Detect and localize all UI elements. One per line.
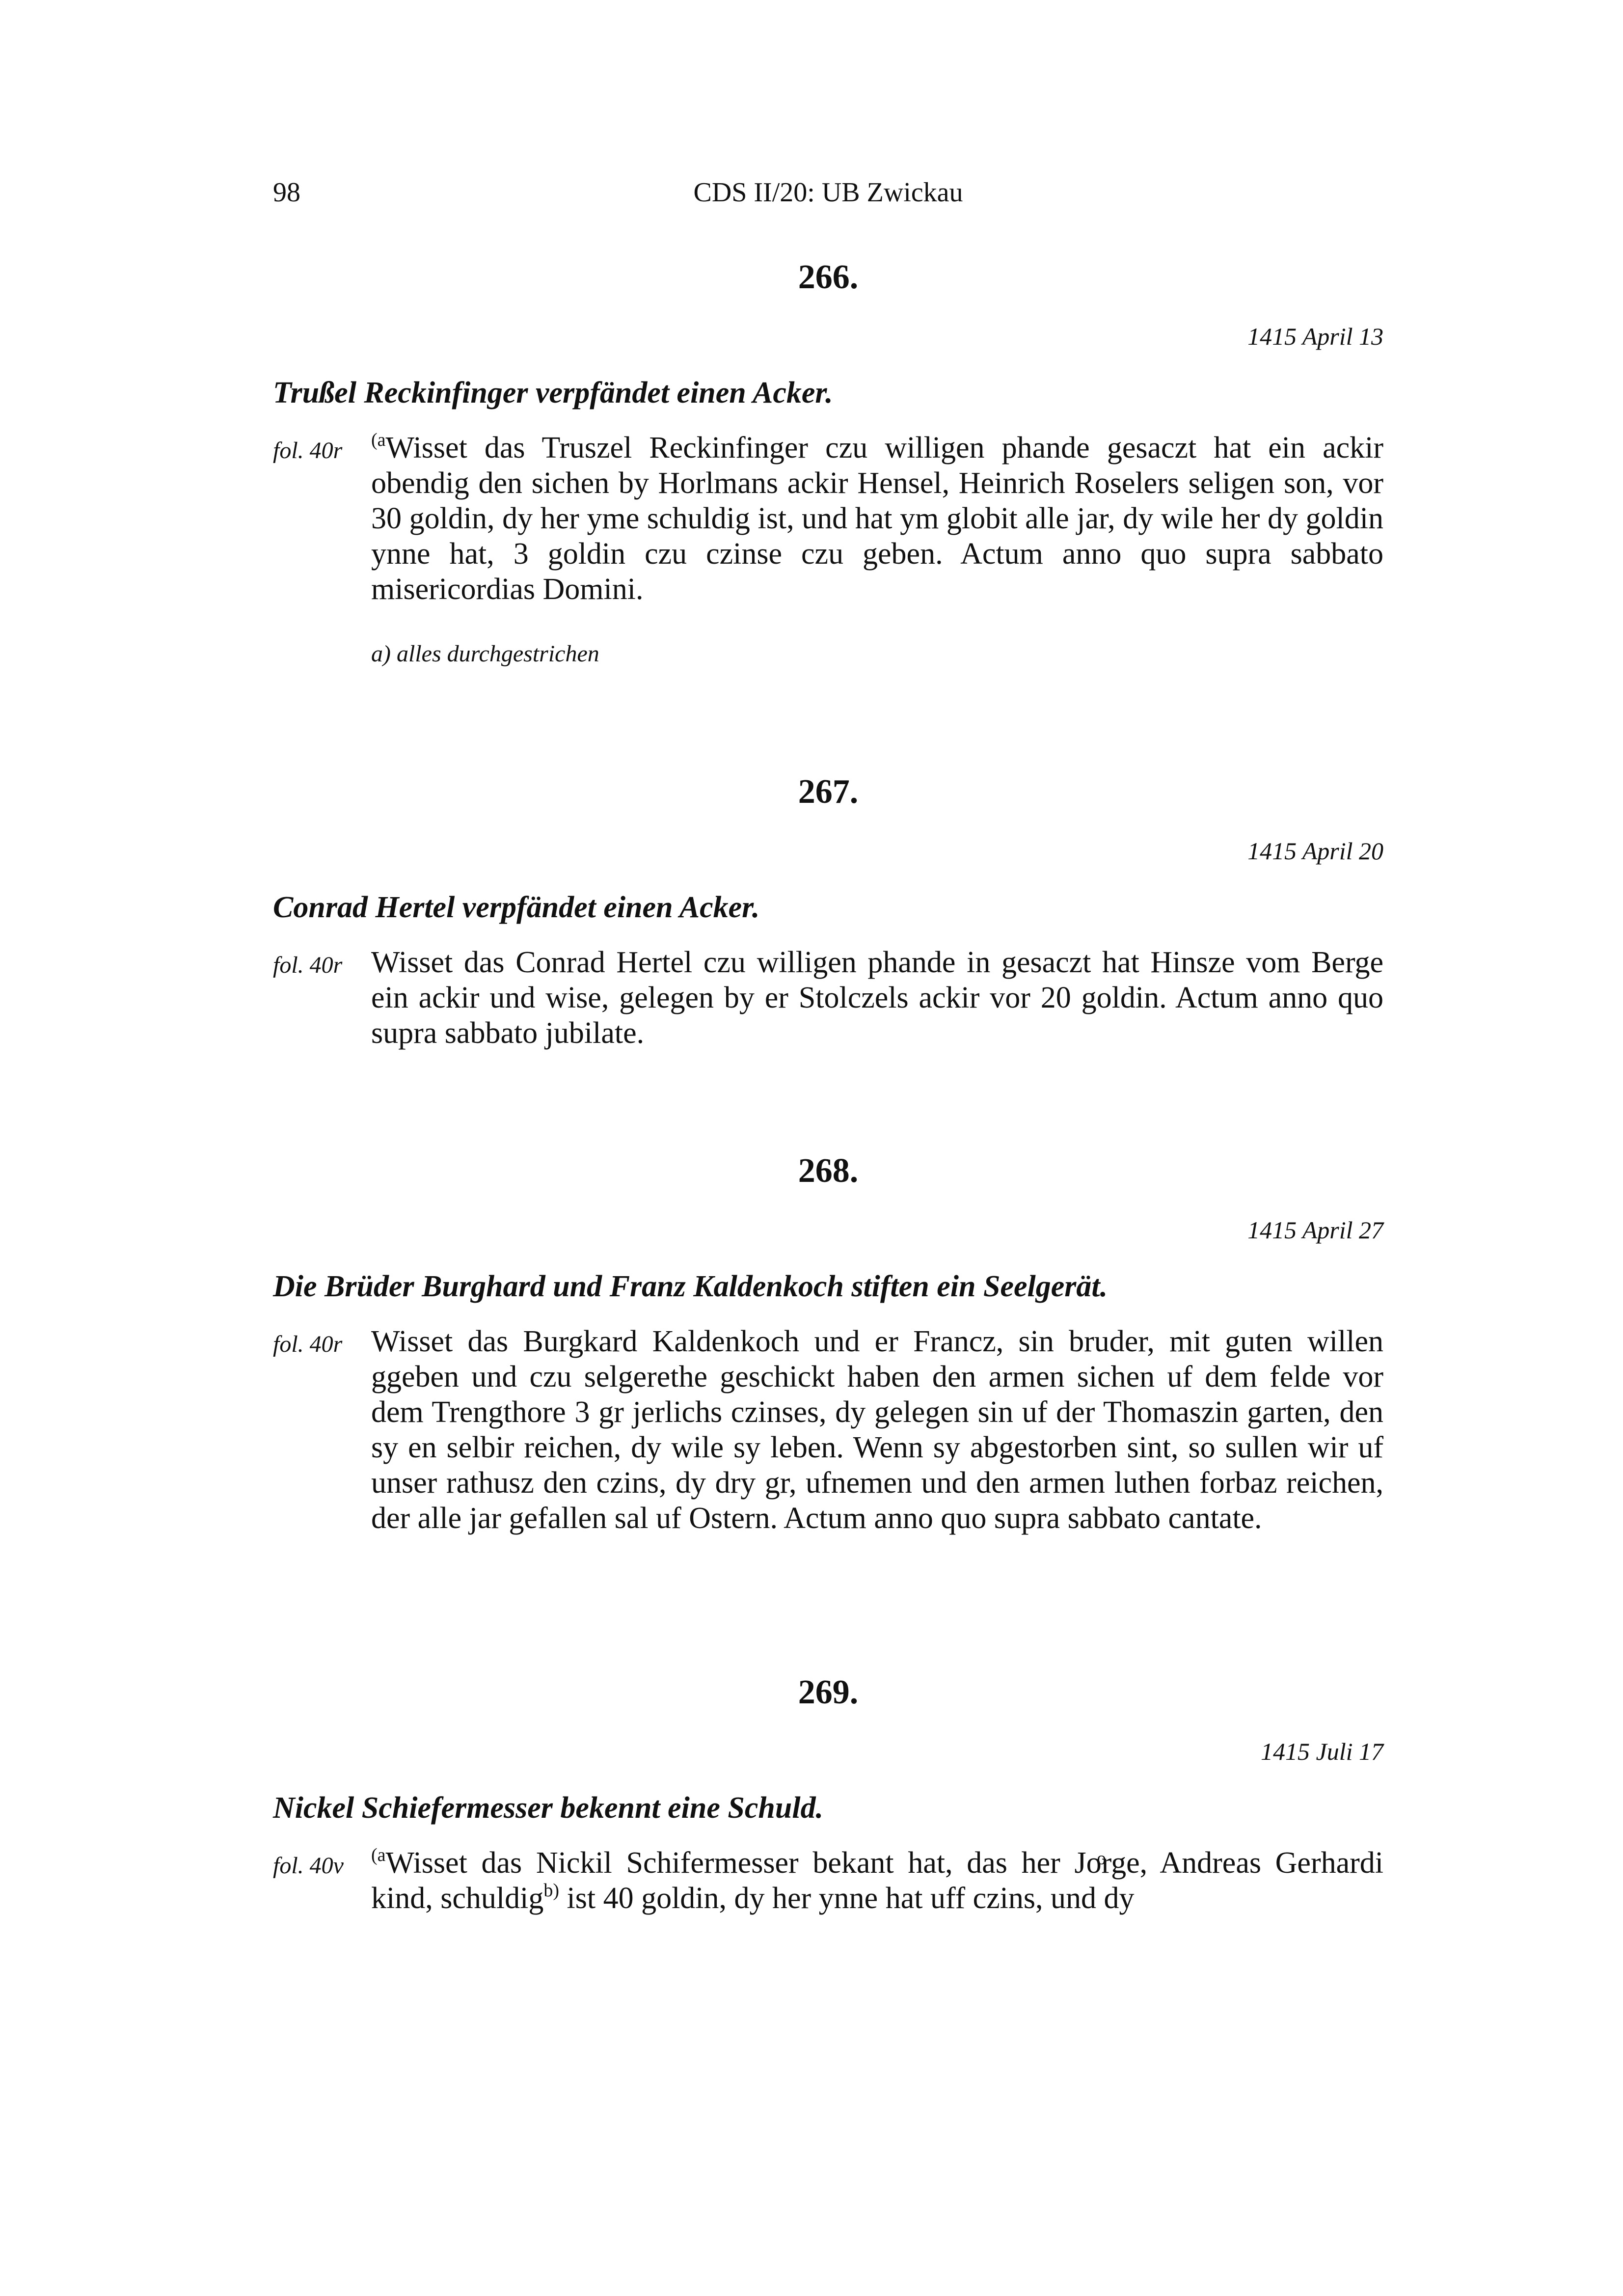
- entry-267: [273, 770, 1383, 1065]
- entry-text-body: Wisset das Conrad Hertel czu willigen phande in gesaczt hat Hinsze vom Berge ein ackir und wise, gelegen by er Stolczels ackir vor 20 goldin. Actum anno quo supra sabbato jubilate.: [371, 946, 1383, 1050]
- entry-text: [371, 430, 1383, 607]
- entry-date: 1415 April 27: [1247, 1216, 1383, 1244]
- entry-text: [371, 945, 1383, 1051]
- entry-date: 1415 April 13: [1247, 323, 1383, 350]
- running-title: CDS II/20: UB Zwickau: [693, 177, 963, 208]
- footnote-marker: (a: [371, 430, 386, 450]
- entry-266: [273, 255, 1383, 678]
- folio-reference: fol. 40r: [273, 1331, 343, 1357]
- footnote-marker: b): [543, 1880, 559, 1901]
- entry-text: [371, 1845, 1383, 1916]
- entry-number: 267.: [798, 773, 859, 811]
- footnote: a) alles durchgestrichen: [371, 641, 599, 667]
- entry-number: 269.: [798, 1673, 859, 1711]
- entry-title: Trußel Reckinfinger verpfändet einen Acker.: [273, 376, 833, 410]
- running-head: [273, 173, 1383, 212]
- entry-title: Nickel Schiefermesser bekennt eine Schuld.: [273, 1791, 824, 1825]
- entry-date: 1415 Juli 17: [1261, 1738, 1383, 1765]
- entry-number: 268.: [798, 1152, 859, 1190]
- entry-text-body: Wisset das Burgkard Kaldenkoch und er Francz, sin bruder, mit guten willen ggeben und czu selgerethe geschickt haben den armen sichen uf dem felde vor dem Trengthore 3 gr jerlichs czinses, dy gelegen sin uf der Thomaszin garten, den sy en selbir reichen, dy wile sy leben. Wenn sy abgestorben sint, so sullen wir uf unser rathusz den czins, dy dry gr, ufnemen und den armen luthen forbaz reichen, der alle jar gefallen sal uf Ostern. Actum anno quo supra sabbato cantate.: [371, 1325, 1383, 1535]
- footnote-marker: (a: [371, 1845, 386, 1865]
- entry-date: 1415 April 20: [1247, 837, 1383, 865]
- folio-reference: fol. 40v: [273, 1853, 344, 1879]
- entry-text-body: Wisset das Nickil Schifermesser bekant hat, das her Joͦrge, Andreas Gerhardi kind, schuldig: [371, 1846, 1383, 1915]
- entry-268: [273, 1149, 1383, 1591]
- entry-269: [273, 1670, 1383, 1975]
- entry-text-body: Wisset das Truszel Reckinfinger czu willigen phande gesaczt hat ein ackir obendig den sichen by Horlmans ackir Hensel, Heinrich Roselers seligen son, vor 30 goldin, dy her yme schuldig ist, und hat ym globit alle jar, dy wile her dy goldin ynne hat, 3 goldin czu czinse czu geben. Actum anno quo supra sabbato misericordias Domini.: [371, 431, 1383, 606]
- entry-text: [371, 1324, 1383, 1536]
- entry-number: 266.: [798, 258, 859, 296]
- folio-reference: fol. 40r: [273, 952, 343, 978]
- entry-title: Die Brüder Burghard und Franz Kaldenkoch stiften ein Seelgerät.: [273, 1270, 1108, 1303]
- page-number: 98: [273, 177, 300, 208]
- folio-reference: fol. 40r: [273, 437, 343, 464]
- entry-text-continuation: ist 40 goldin, dy her ynne hat uff czins, und dy: [559, 1882, 1135, 1915]
- entry-title: Conrad Hertel verpfändet einen Acker.: [273, 891, 760, 924]
